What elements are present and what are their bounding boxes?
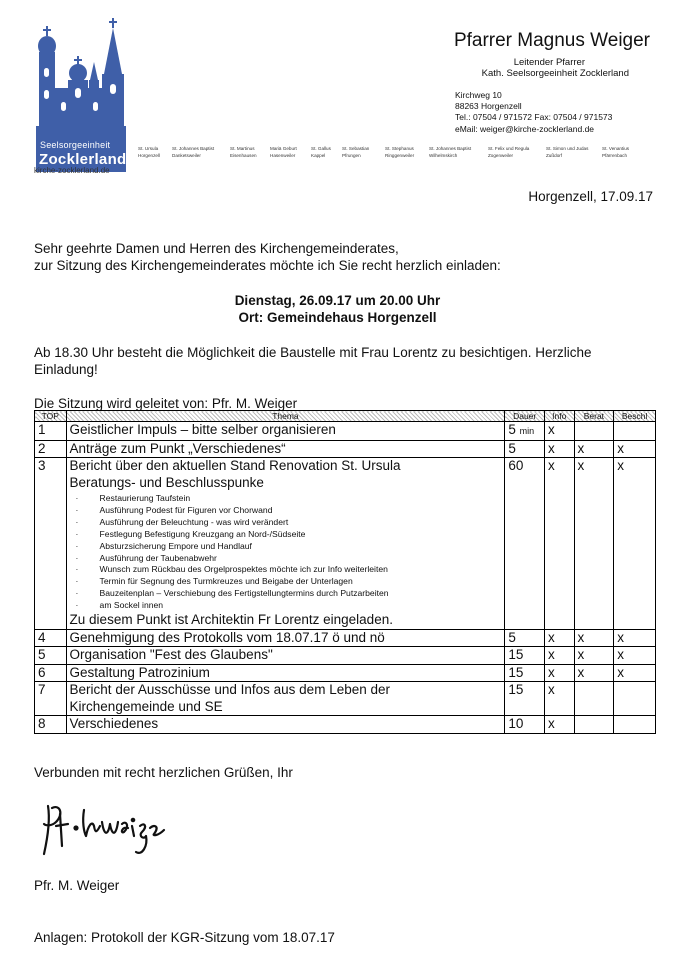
col-beschl: Beschl [614,411,656,422]
salutation [34,240,501,274]
cell-info: x [545,664,575,682]
table-row [35,440,656,458]
parish-saint: St. Johannes Baptist [429,146,472,151]
cell-duration: 15 [505,682,545,716]
parish-place: Zogenweiler [488,152,514,158]
address-city: 88263 Horgenzell [455,101,522,112]
attachments-line: Anlagen: Protokoll der KGR-Sitzung vom 18.07.17 [34,930,335,945]
parish-item [270,146,297,159]
parish-place: Horgenzell [138,152,160,158]
cell-duration [505,422,545,441]
meeting-info [0,292,675,326]
parish-place: Ringgenweiler [385,152,415,158]
theme-line: Bericht der Ausschüsse und Infos aus dem Leben der [69,682,390,698]
parish-saint: St. Martinus [230,146,255,151]
site-visit-line: Ab 18.30 Uhr besteht die Möglichkeit die Baustelle mit Frau Lorentz zu besichtigen. Herzliche [34,345,592,360]
meeting-when: Dienstag, 26.09.17 um 20.00 Uhr [234,293,441,308]
cell-top: 1 [35,422,67,441]
parish-place: Zußdorf [546,152,563,158]
salutation-line: Sehr geehrte Damen und Herren des Kirchengemeinderates, [34,241,399,256]
church-icon [36,18,126,128]
cell-theme [66,682,505,716]
parish-item [546,146,588,159]
cell-info: x [545,716,575,734]
cell-beschl: x [614,458,656,630]
parish-logo [36,18,126,178]
parish-place: Hasenweiler [270,152,296,158]
cell-berat: x [574,458,614,630]
handwritten-signature [38,796,178,866]
parish-saint: St. Gallus [311,146,331,151]
theme-line: Beratungs- und Beschlusspunke [69,474,264,490]
cell-duration: 5 [505,440,545,458]
sub-item: · Bauzeitenplan – Verschiebung des Fertigstellungtermins durch Putzarbeiten [76,588,505,600]
cell-top: 7 [35,682,67,716]
cell-beschl: x [614,664,656,682]
sub-item: · Ausführung der Taubenabwehr [76,553,505,565]
sub-item-list [70,493,505,612]
signer-name: Pfr. M. Weiger [34,878,120,893]
parish-item [311,146,331,159]
table-row [35,422,656,441]
site-visit-note [34,344,592,378]
letter-date: Horgenzell, 17.09.17 [528,189,653,204]
cell-info: x [545,440,575,458]
theme-note: Zu diesem Punkt ist Architektin Fr Lorentz eingeladen. [69,612,393,628]
parish-item [342,146,369,159]
parish-saint: St. Simon und Judas [546,146,589,151]
cell-beschl: x [614,629,656,647]
parish-place: Danketsweiler [172,152,201,158]
cell-theme: Genehmigung des Protokolls vom 18.07.17 ö und nö [66,629,505,647]
salutation-line: zur Sitzung des Kirchengemeinderates möchte ich Sie recht herzlich einladen: [34,258,501,273]
table-row [35,716,656,734]
parish-item [230,146,257,159]
address-street: Kirchweg 10 [455,90,502,100]
led-by: Die Sitzung wird geleitet von: Pfr. M. Weiger [34,396,298,411]
parish-place: Wilhelmskirch [429,152,458,158]
cell-top: 5 [35,647,67,665]
cell-info: x [545,682,575,716]
sub-item: · Festlegung Befestigung Kreuzgang an Nord-/Südseite [76,529,505,541]
cell-duration: 10 [505,716,545,734]
table-row [35,629,656,647]
sender-unit: Kath. Seelsorgeeinheit Zocklerland [481,68,629,79]
parish-place: Pfrungen [342,152,361,158]
sender-role: Leitender Pfarrer [513,57,585,68]
parish-saint: St. Felix und Regula [488,146,530,151]
cell-beschl: x [614,440,656,458]
parish-saint: St. Sebastian [342,146,370,151]
cell-top: 2 [35,440,67,458]
parish-item [138,146,160,159]
closing-line: Verbunden mit recht herzlichen Grüßen, Ihr [34,765,293,780]
col-berat: Berat [574,411,614,422]
parish-item [172,146,214,159]
cell-theme: Geistlicher Impuls – bitte selber organisieren [66,422,505,441]
col-top: TOP [35,411,67,422]
table-row [35,682,656,716]
sub-item: · am Sockel innen [76,600,505,612]
address-email: eMail: weiger@kirche-zocklerland.de [455,123,595,134]
theme-line: Kirchengemeinde und SE [69,698,223,714]
cell-info: x [545,647,575,665]
table-row [35,664,656,682]
cell-theme: Verschiedenes [66,716,505,734]
parish-item [429,146,471,159]
logo-line1: Seelsorgeeinheit [40,140,111,150]
address-phone: Tel.: 07504 / 971572 Fax: 07504 / 971573 [455,112,613,123]
site-visit-line: Einladung! [34,362,98,377]
meeting-where: Ort: Gemeindehaus Horgenzell [238,310,437,325]
cell-beschl [614,716,656,734]
table-row [35,647,656,665]
cell-berat: x [574,440,614,458]
cell-info: x [545,422,575,441]
cell-theme: Organisation "Fest des Glaubens" [66,647,505,665]
parish-item [488,146,529,159]
cell-duration: 15 [505,664,545,682]
sub-item: · Absturzsicherung Empore und Handlauf [76,541,505,553]
duration-value: 5 [508,422,516,437]
cell-theme [66,458,505,630]
cell-beschl [614,422,656,441]
cell-top: 4 [35,629,67,647]
cell-top: 6 [35,664,67,682]
cell-duration: 60 [505,458,545,630]
cell-info: x [545,458,575,630]
sub-item: · Ausführung der Beleuchtung - was wird verändert [76,517,505,529]
col-theme: Thema [66,411,505,422]
sub-item: · Restaurierung Taufstein [76,493,505,505]
table-header-row [35,411,656,422]
cell-berat: x [574,664,614,682]
parish-saint: St. Venantius [602,146,630,151]
cell-top: 3 [35,458,67,630]
sub-item: · Wunsch zum Rückbau des Orgelprospektes möchte ich zur Info weiterleiten [76,564,505,576]
cell-top: 8 [35,716,67,734]
parish-place: Eisenhausen [230,152,257,158]
table-row [35,458,656,630]
cell-berat: x [574,629,614,647]
col-info: Info [545,411,575,422]
parish-saint: St. Johannes Baptist [172,146,215,151]
sender-name: Pfarrer Magnus Weiger [453,30,650,51]
parish-saint: Mariä Geburt [270,146,297,151]
cell-theme: Gestaltung Patrozinium [66,664,505,682]
cell-berat [574,682,614,716]
cell-beschl: x [614,647,656,665]
col-duration: Dauer [505,411,545,422]
theme-line: Bericht über den aktuellen Stand Renovation St. Ursula [69,458,401,473]
parish-list [138,146,658,170]
parish-saint: St. Ursula [138,146,159,151]
cell-berat: x [574,647,614,665]
parish-place: Kappel [311,152,326,158]
cell-beschl [614,682,656,716]
parish-item [602,146,629,159]
cell-duration: 5 [505,629,545,647]
parish-item [385,146,414,159]
sub-item: · Ausführung Podest für Figuren vor Chorwand [76,505,505,517]
parish-saint: St. Stephanus [385,146,414,151]
parish-place: Pfärrenbach [602,152,628,158]
agenda-table [34,410,656,734]
sender-address [455,90,612,135]
logo-line2: Zocklerland [39,151,127,168]
cell-duration: 15 [505,647,545,665]
cell-info: x [545,629,575,647]
cell-theme: Anträge zum Punkt „Verschiedenes“ [66,440,505,458]
sub-item: · Termin für Segnung des Turmkreuzes und Beigabe der Unterlagen [76,576,505,588]
cell-berat [574,422,614,441]
duration-unit: min [519,426,535,436]
logo-url: kirche-zocklerland.de [34,166,110,175]
cell-berat [574,716,614,734]
